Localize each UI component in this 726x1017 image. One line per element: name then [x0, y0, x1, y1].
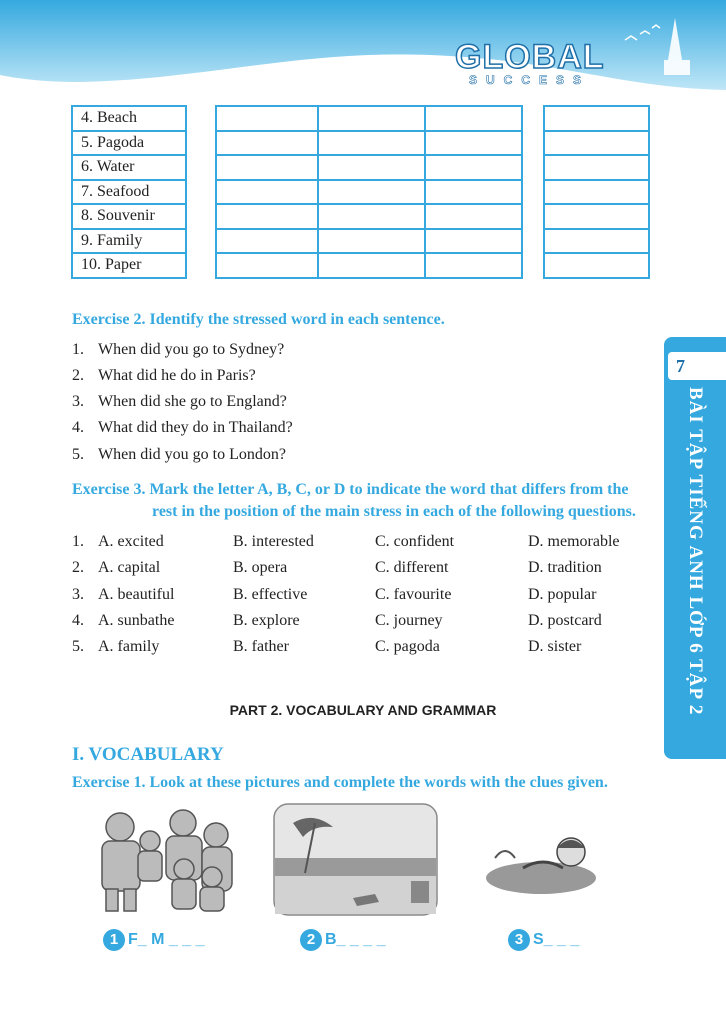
word-cell: 5. Pagoda — [72, 131, 186, 156]
swimming-picture — [483, 828, 598, 903]
answer-cell[interactable] — [544, 106, 649, 131]
answer-cell[interactable] — [544, 229, 649, 254]
item-text: What did he do in Paris? — [98, 367, 256, 384]
exercise2-heading: Exercise 2. Identify the stressed word in each sentence. — [72, 311, 445, 328]
answer-cell[interactable] — [425, 253, 522, 278]
item-number: 2. — [72, 559, 84, 576]
option-d[interactable]: D. tradition — [528, 559, 602, 576]
item-number: 5. — [72, 638, 84, 655]
part2-title: PART 2. VOCABULARY AND GRAMMAR — [229, 702, 497, 718]
word-table — [71, 105, 187, 279]
side-tab-title: BÀI TẬP TIẾNG ANH LỚP 6 TẬP 2 — [685, 387, 706, 716]
option-a[interactable]: A. excited — [98, 533, 164, 550]
word-cell: 6. Water — [72, 155, 186, 180]
answer-cell[interactable] — [216, 253, 318, 278]
item-number: 3. — [72, 586, 84, 603]
option-d[interactable]: D. popular — [528, 586, 597, 603]
answer-grid — [215, 105, 523, 279]
option-c[interactable]: C. favourite — [375, 586, 452, 603]
word-cell: 8. Souvenir — [72, 204, 186, 229]
answer-cell[interactable] — [425, 131, 522, 156]
answer-cell[interactable] — [318, 204, 425, 229]
option-b[interactable]: B. interested — [233, 533, 314, 550]
option-c[interactable]: C. different — [375, 559, 449, 576]
word-cell: 9. Family — [72, 229, 186, 254]
vocab-exercise1-heading: Exercise 1. Look at these pictures and complete the words with the clues given. — [72, 774, 608, 791]
clue-text: F_ M _ _ _ — [128, 931, 205, 949]
word-cell: 7. Seafood — [72, 180, 186, 205]
option-b[interactable]: B. father — [233, 638, 289, 655]
option-c[interactable]: C. confident — [375, 533, 455, 550]
word-cell: 4. Beach — [72, 106, 186, 131]
item-text: When did you go to Sydney? — [98, 341, 285, 358]
logo-main-text: GLOBAL — [455, 38, 605, 76]
option-a[interactable]: A. capital — [98, 559, 161, 576]
item-text: When did you go to London? — [98, 446, 286, 463]
clue-text: S_ _ _ — [533, 931, 580, 949]
side-chapter-tab — [664, 337, 726, 759]
option-d[interactable]: D. memorable — [528, 533, 620, 550]
answer-cell[interactable] — [318, 131, 425, 156]
clue-number-badge: 2 — [300, 929, 322, 951]
unit-number: 7 — [668, 352, 726, 380]
answer-cell[interactable] — [425, 155, 522, 180]
answer-cell[interactable] — [216, 155, 318, 180]
beach-picture — [273, 803, 438, 916]
item-text: What did they do in Thailand? — [98, 419, 293, 436]
clue-number-badge: 1 — [103, 929, 125, 951]
option-c[interactable]: C. journey — [375, 612, 443, 629]
exercise3-heading-line1: Exercise 3. Mark the letter A, B, C, or D to indicate the word that differs from the — [72, 481, 629, 498]
clue-1 — [103, 929, 204, 951]
item-number: 4. — [72, 612, 84, 629]
clue-text: B_ _ _ _ — [325, 931, 386, 949]
answer-cell[interactable] — [425, 204, 522, 229]
answer-cell[interactable] — [216, 180, 318, 205]
answer-cell[interactable] — [318, 180, 425, 205]
family-picture — [88, 805, 238, 915]
option-a[interactable]: A. sunbathe — [98, 612, 175, 629]
answer-cell[interactable] — [318, 106, 425, 131]
item-number: 4. — [72, 419, 84, 436]
answer-cell[interactable] — [318, 253, 425, 278]
clue-2 — [300, 929, 385, 951]
global-success-logo — [455, 38, 615, 90]
item-number: 3. — [72, 393, 84, 410]
item-number: 1. — [72, 341, 84, 358]
item-number: 2. — [72, 367, 84, 384]
answer-cell[interactable] — [544, 180, 649, 205]
option-b[interactable]: B. effective — [233, 586, 308, 603]
answer-cell[interactable] — [216, 131, 318, 156]
answer-cell[interactable] — [544, 131, 649, 156]
vocabulary-title: I. VOCABULARY — [72, 744, 224, 765]
word-cell: 10. Paper — [72, 253, 186, 278]
header-banner — [0, 0, 726, 100]
answer-cell[interactable] — [544, 253, 649, 278]
item-number: 1. — [72, 533, 84, 550]
logo-sub-text: SUCCESS — [469, 73, 591, 87]
answer-cell[interactable] — [216, 106, 318, 131]
option-b[interactable]: B. explore — [233, 612, 300, 629]
answer-cell[interactable] — [544, 155, 649, 180]
item-number: 5. — [72, 446, 84, 463]
clue-number-badge: 3 — [508, 929, 530, 951]
option-b[interactable]: B. opera — [233, 559, 288, 576]
option-c[interactable]: C. pagoda — [375, 638, 440, 655]
clue-3 — [508, 929, 579, 951]
answer-cell[interactable] — [318, 155, 425, 180]
answer-cell[interactable] — [544, 204, 649, 229]
exercise3-heading-line2: rest in the position of the main stress in each of the following questions. — [152, 503, 636, 520]
option-d[interactable]: D. sister — [528, 638, 582, 655]
answer-cell[interactable] — [318, 229, 425, 254]
option-d[interactable]: D. postcard — [528, 612, 602, 629]
answer-cell[interactable] — [216, 204, 318, 229]
option-a[interactable]: A. family — [98, 638, 160, 655]
answer-grid-stress — [543, 105, 650, 279]
answer-cell[interactable] — [425, 229, 522, 254]
answer-cell[interactable] — [425, 106, 522, 131]
answer-cell[interactable] — [425, 180, 522, 205]
option-a[interactable]: A. beautiful — [98, 586, 175, 603]
answer-cell[interactable] — [216, 229, 318, 254]
item-text: When did she go to England? — [98, 393, 287, 410]
